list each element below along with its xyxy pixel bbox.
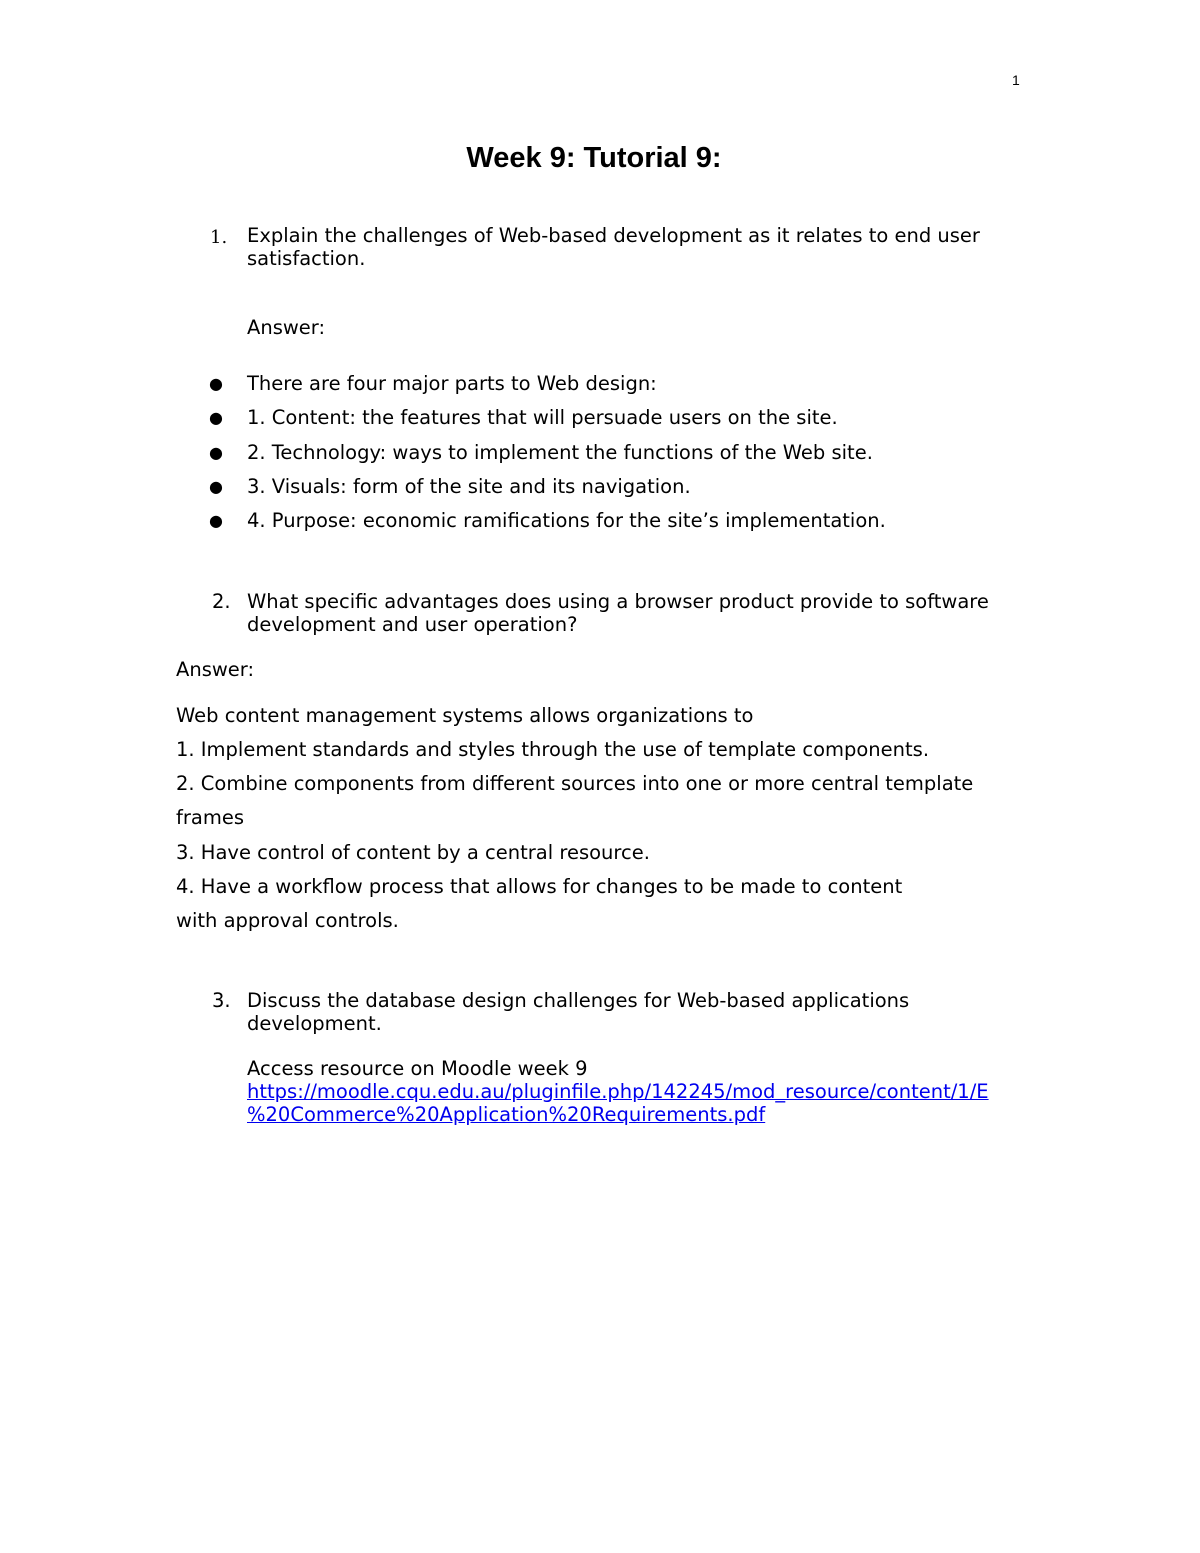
question-3-text-line-2: development. <box>247 1012 382 1035</box>
page-number: 1 <box>1012 72 1020 88</box>
question-1-answer-label: Answer: <box>247 316 326 339</box>
question-2-answer-line: 2. Combine components from different sources into one or more central template <box>176 772 974 795</box>
question-1-bullet-item: 1. Content: the features that will persuade users on the site. <box>247 406 838 429</box>
question-2-answer-label: Answer: <box>176 658 255 681</box>
question-2-text-line-2: development and user operation? <box>247 613 578 636</box>
question-1-bullet-item: There are four major parts to Web design: <box>247 372 657 395</box>
question-1-bullet-item: 4. Purpose: economic ramifications for the site’s implementation. <box>247 509 886 532</box>
bullet-icon: ● <box>209 408 223 427</box>
question-2-answer-line: frames <box>176 806 244 829</box>
question-3-number: 3. <box>212 989 231 1012</box>
question-1-text-line-2: satisfaction. <box>247 247 366 270</box>
page-title: Week 9: Tutorial 9: <box>466 142 722 174</box>
question-2-answer-line: with approval controls. <box>176 909 399 932</box>
question-2-answer-line: 1. Implement standards and styles through the use of template components. <box>176 738 930 761</box>
question-3-text-line-1: Discuss the database design challenges for Web-based applications <box>247 989 910 1012</box>
question-3-resource-text: Access resource on Moodle week 9 <box>247 1057 588 1080</box>
question-2-number: 2. <box>212 590 231 613</box>
question-2-answer-line: 4. Have a workflow process that allows for changes to be made to content <box>176 875 903 898</box>
question-1-number: 1. <box>210 227 228 248</box>
bullet-icon: ● <box>209 443 223 462</box>
bullet-icon: ● <box>209 477 223 496</box>
question-1-text-line-1: Explain the challenges of Web-based development as it relates to end user <box>247 224 980 247</box>
question-1-bullet-item: 3. Visuals: form of the site and its navigation. <box>247 475 691 498</box>
bullet-icon: ● <box>209 374 223 393</box>
moodle-resource-link[interactable]: https://moodle.cqu.edu.au/pluginfile.php/142245/mod_resource/content/1/E <box>247 1080 989 1103</box>
question-1-bullet-item: 2. Technology: ways to implement the functions of the Web site. <box>247 441 873 464</box>
bullet-icon: ● <box>209 511 223 530</box>
question-2-answer-line: 3. Have control of content by a central resource. <box>176 841 650 864</box>
question-2-answer-line: Web content management systems allows organizations to <box>176 704 754 727</box>
moodle-resource-link-continued[interactable]: %20Commerce%20Application%20Requirements.pdf <box>247 1103 766 1126</box>
question-2-text-line-1: What specific advantages does using a browser product provide to software <box>247 590 989 613</box>
